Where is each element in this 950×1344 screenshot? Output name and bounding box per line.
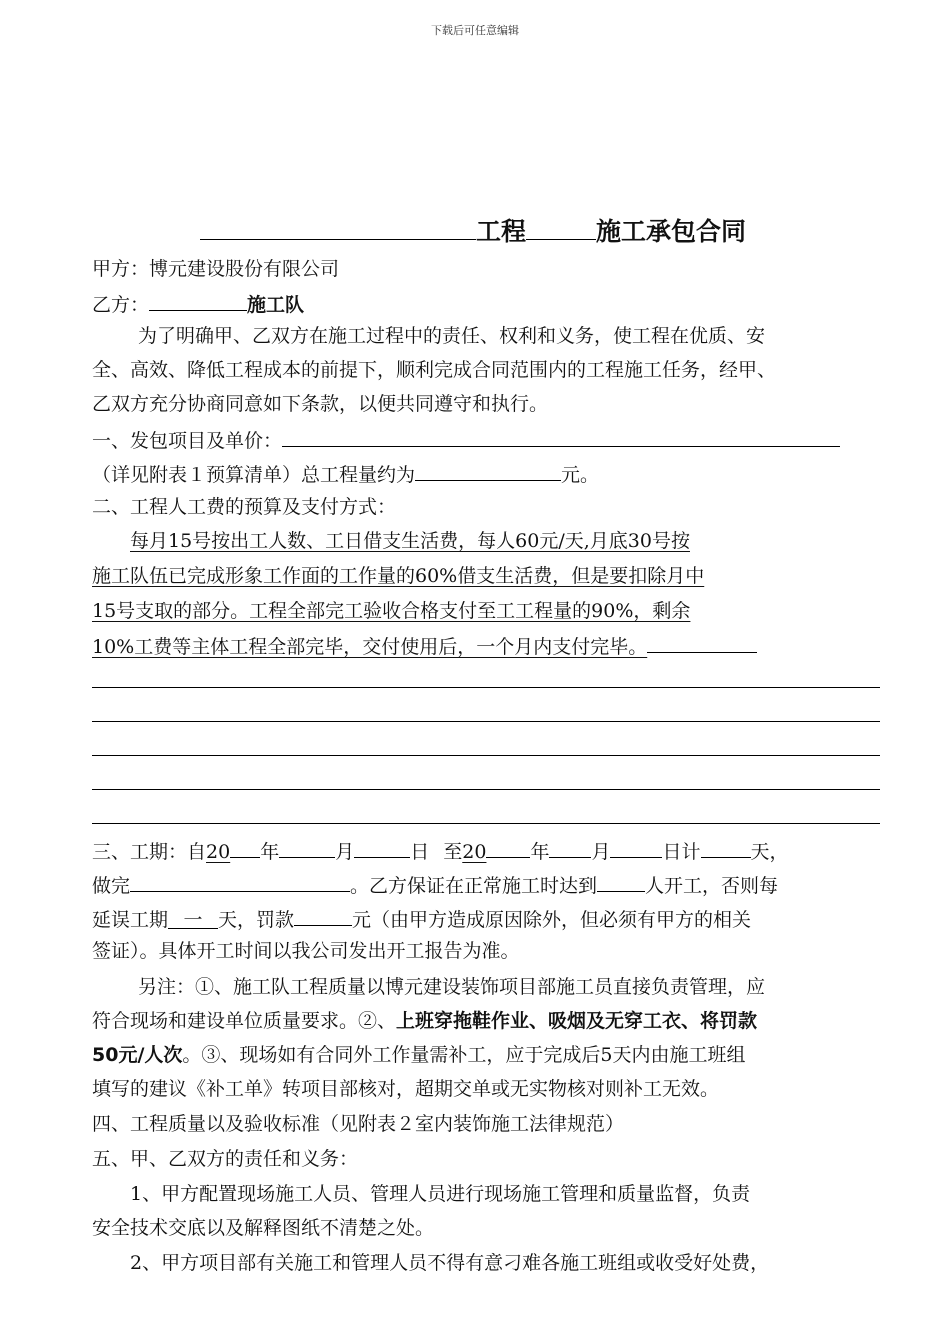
item-1-line-1: 1、甲方配置现场施工人员、管理人员进行现场施工管理和质量监督，负责: [130, 1183, 751, 1205]
section-2: 二、工程人工费的预算及支付方式：: [92, 496, 397, 518]
blank-line-4: [92, 789, 880, 790]
party-b: 乙方： 施工队: [92, 288, 304, 319]
intro-line-1: 为了明确甲、乙双方在施工过程中的责任、权利和义务，使工程在优质、安: [138, 325, 766, 347]
blank-line-3: [92, 755, 880, 756]
blank-line-1: [92, 687, 880, 688]
section-5: 五、甲、乙双方的责任和义务：: [92, 1148, 359, 1170]
section-1: 一、发包项目及单价：: [92, 424, 840, 455]
section-4: 四、工程质量以及验收标准（见附表２室内装饰施工法律规范）: [92, 1113, 625, 1135]
section-1-blank: [282, 424, 840, 447]
section-3-line-3: 延误工期 一 天，罚款 元（由甲方造成原因除外，但必须有甲方的相关: [92, 903, 751, 934]
contract-title: [200, 212, 746, 248]
payment-line-3: 15号支取的部分。工程全部完工验收合格支付至工工程量的90%，剩余: [92, 600, 691, 622]
blank-line-2: [92, 721, 880, 722]
project-name-blank: [200, 217, 476, 240]
payment-line-2: 施工队伍已完成形象工作面的工作量的60%借支生活费，但是要扣除月中: [92, 565, 705, 587]
item-1-line-2: 安全技术交底以及解释图纸不清楚之处。: [92, 1217, 435, 1239]
party-b-blank: [149, 288, 247, 311]
section-3-line-4: 签证）。具体开工时间以我公司发出开工报告为准。: [92, 940, 520, 962]
intro-line-3: 乙双方充分协商同意如下条款，以便共同遵守和执行。: [92, 393, 549, 415]
section-3-line-2: 做完 。乙方保证在正常施工时达到 人开工，否则每: [92, 869, 778, 900]
note-line-1: 另注：①、施工队工程质量以博元建设装饰项目部施工员直接负责管理，应: [138, 976, 766, 998]
note-line-4: 填写的建议《补工单》转项目部核对，超期交单或无实物核对则补工无效。: [92, 1078, 720, 1100]
item-2-line-1: 2、甲方项目部有关施工和管理人员不得有意刁难各施工班组或收受好处费，: [130, 1252, 770, 1274]
blank-line-5: [92, 823, 880, 824]
note-line-3: 50元/人次。③、现场如有合同外工作量需补工，应于完成后5天内由施工班组: [92, 1044, 746, 1066]
title-part1: 工程: [476, 217, 527, 246]
total-amount-blank: [415, 458, 561, 481]
payment-line-1: 每月15号按出工人数、工日借支生活费，每人60元/天,月底30号按: [130, 530, 690, 552]
header-note: 下载后可任意编辑: [431, 24, 519, 37]
payment-line-4: 10%工费等主体工程全部完毕，交付使用后，一个月内支付完毕。: [92, 632, 757, 661]
project-type-blank: [526, 217, 596, 240]
section-1-line-2: （详见附表１预算清单）总工程量约为 元。: [92, 458, 599, 489]
note-line-2: 符合现场和建设单位质量要求。②、上班穿拖鞋作业、吸烟及无穿工衣、将罚款: [92, 1010, 758, 1032]
intro-line-2: 全、高效、降低工程成本的前提下，顺利完成合同范围内的工程施工任务，经甲、: [92, 359, 777, 381]
party-a: 甲方：博元建设股份有限公司: [92, 258, 340, 280]
section-3-line-1: 三、工期：自20 年 月 日 至20 年 月 日计 天，: [92, 835, 789, 866]
title-part2: 施工承包合同: [596, 217, 747, 246]
